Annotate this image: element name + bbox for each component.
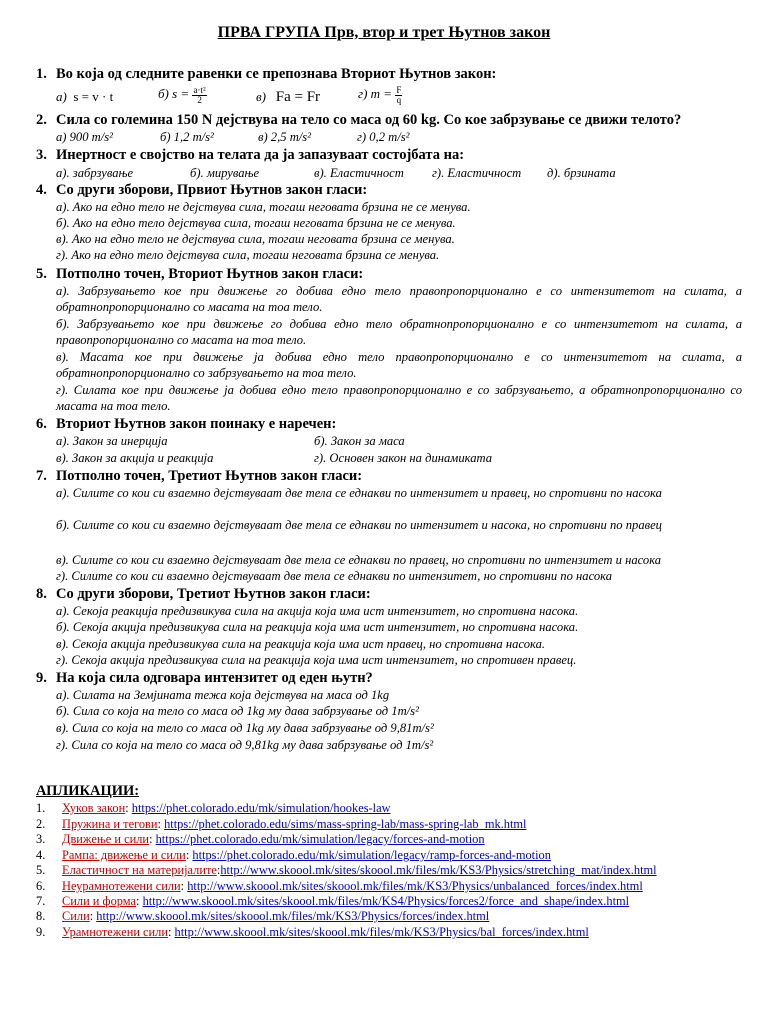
q3-option-d: д). брзината [547, 166, 616, 180]
app-item: 3. Движење и сили: https://phet.colorado.edu/mk/simulation/legacy/forces-and-motion [36, 832, 485, 846]
app-url-link[interactable]: http://www.skoool.mk/sites/skoool.mk/files/mk/KS4/Physics/forces2/force_and_shape/index.html [142, 894, 630, 908]
q6-option-a: а). Закон за инерција [56, 434, 168, 448]
question-text: Со други зборови, Третиот Њутнов закон гласи: [56, 586, 371, 602]
app-item: 7. Сили и форма: http://www.skoool.mk/sites/skoool.mk/files/mk/KS4/Physics/forces2/force_and_shape/index.html [36, 894, 630, 908]
question-number: 5. [36, 266, 47, 282]
question-number: 6. [36, 416, 47, 432]
question-1 [36, 66, 742, 82]
app-link-label[interactable]: Урамнотежени сили [62, 925, 168, 939]
question-text: На која сила одговара интензитет од еден њутн? [56, 670, 373, 686]
app-item: 8. Сили: http://www.skoool.mk/sites/skoool.mk/files/mk/KS3/Physics/forces/index.html [36, 909, 490, 923]
app-url-link[interactable]: https://phet.colorado.edu/mk/simulation/legacy/ramp-forces-and-motion [192, 848, 551, 862]
app-url-link[interactable]: https://phet.colorado.edu/mk/simulation/hookes-law [131, 801, 391, 815]
q6-option-b: б). Закон за маса [314, 434, 405, 448]
question-text: Потполно точен, Вториот Њутнов закон гласи: [56, 266, 364, 282]
q5-option-a: а). Забрзувањето кое при движење го добива едно тело правопропорционално е со интензитетот на силата, а обратнопропорционално со масата на тоа тело. [56, 284, 742, 314]
q1-option-a: а) s = v · t [56, 89, 114, 104]
q5-option-v: в). Масата кое при движење ја добива едно тело правопропорционално е со интензитетот на силата, а обратнопропорционално со забрзувањето на тоа тело. [56, 350, 742, 380]
app-link-label[interactable]: Сили [62, 909, 90, 923]
question-3 [36, 147, 742, 163]
question-text: Со други зборови, Првиот Њутнов закон гласи: [56, 182, 368, 198]
q8-option-g: г). Секоја акција предизвикува сила на реакција која има ист интензитет, но спротивен правец. [56, 653, 577, 667]
q3-option-b: б). мирување [190, 166, 260, 180]
q8-option-b: б). Секоја акција предизвикува сила на реакција која има ист интензитет, но спротивна насока. [56, 620, 579, 634]
question-number: 4. [36, 182, 47, 198]
question-4 [36, 182, 742, 198]
q3-option-a: а). забрзување [56, 166, 134, 180]
app-item: 9. Урамнотежени сили: http://www.skoool.mk/sites/skoool.mk/files/mk/KS3/Physics/bal_forces/index.html [36, 925, 589, 939]
question-7 [36, 468, 742, 484]
q9-option-b: б). Сила со која на тело со маса од 1kg му дава забрзување од 1m/s² [56, 704, 419, 718]
app-item: 1. Хуков закон: https://phet.colorado.edu/mk/simulation/hookes-law [36, 801, 391, 815]
q6-option-g: г). Основен закон на динамиката [314, 451, 493, 465]
app-item: 6. Неурамнотежени сили: http://www.skoool.mk/sites/skoool.mk/files/mk/KS3/Physics/unbalanced_forces/index.html [36, 879, 643, 893]
q8-option-a: а). Секоја реакција предизвикува сила на акција која има ист интензитет, но спротивна насока. [56, 604, 579, 618]
q7-option-a: а). Силите со кои си взаемно дејствуваат две тела се еднакви по интензитет и правец, но спротивни по насока [56, 486, 662, 500]
q9-option-g: г). Сила со која на тело со маса од 9,81kg му дава забрзување од 1m/s² [56, 738, 434, 752]
q6-option-v: в). Закон за акција и реакција [56, 451, 214, 465]
q3-option-g: г). Еластичност [432, 166, 522, 180]
q2-option-g: г) 0,2 m/s² [357, 130, 410, 144]
app-url-link[interactable]: https://phet.colorado.edu/sims/mass-spring-lab/mass-spring-lab_mk.html [164, 817, 527, 831]
q7-option-b: б). Силите со кои си взаемно дејствуваат две тела се еднакви по интензитет и насока, но спротивни по правец [56, 518, 662, 532]
q9-option-a: а). Силата на Земјината тежа која дејствува на маса од 1kg [56, 688, 390, 702]
q4-option-g: г). Ако на едно тело дејствува сила, тогаш неговата брзина се менува. [56, 248, 440, 262]
question-9 [36, 670, 742, 686]
app-link-label[interactable]: Рампа: движење и сили [62, 848, 186, 862]
question-text: Инертност е својство на телата да ја запазуваат состојбата на: [56, 147, 465, 163]
question-number: 3. [36, 147, 47, 163]
q5-option-b: б). Забрзувањето кое при движење го добива едно тело обратнопропорционално е со интензитетот на силата, а правопропорционално со масата на тоа тело. [56, 317, 742, 347]
q4-option-a: а). Ако на едно тело не дејствува сила, тогаш неговата брзина не се менува. [56, 200, 471, 214]
app-link-label[interactable]: Движење и сили [62, 832, 150, 846]
app-link-label[interactable]: Неурамнотежени сили [62, 879, 181, 893]
app-link-label[interactable]: Еластичност на материјалите [62, 863, 217, 877]
app-url-link[interactable]: http://www.skoool.mk/sites/skoool.mk/files/mk/KS3/Physics/stretching_mat/index.html [220, 863, 657, 877]
question-6 [36, 416, 742, 432]
q1-option-b: б) s = $\frac{\text{a·t²}}{2}$ [158, 84, 206, 105]
question-8 [36, 586, 742, 602]
app-link-label[interactable]: Сили и форма [62, 894, 137, 908]
q2-option-v: в) 2,5 m/s² [258, 130, 311, 144]
question-number: 2. [36, 112, 47, 128]
q3-option-v: в). Еластичност [314, 166, 404, 180]
question-number: 9. [36, 670, 47, 686]
question-text: Потполно точен, Третиот Њутнов закон гласи: [56, 468, 363, 484]
app-item: 5. Еластичност на материјалите:http://www.skoool.mk/sites/skoool.mk/files/mk/KS3/Physics/stretching_mat/index.html [36, 863, 657, 877]
q1-option-v: в) Fa = Fr [256, 89, 321, 105]
q4-option-b: б). Ако на едно тело дејствува сила, тогаш неговата брзина не се менува. [56, 216, 456, 230]
q1-option-g: г) m = $\frac{F}{q}$ [358, 84, 402, 105]
question-number: 8. [36, 586, 47, 602]
q9-option-v: в). Сила со која на тело со маса од 1kg му дава забрзување од 9,81m/s² [56, 721, 434, 735]
app-url-link[interactable]: http://www.skoool.mk/sites/skoool.mk/files/mk/KS3/Physics/bal_forces/index.html [174, 925, 589, 939]
question-number: 7. [36, 468, 47, 484]
app-item: 4. Рампа: движење и сили: https://phet.colorado.edu/mk/simulation/legacy/ramp-forces-and-motion [36, 848, 551, 862]
app-url-link[interactable]: http://www.skoool.mk/sites/skoool.mk/files/mk/KS3/Physics/unbalanced_forces/index.html [187, 879, 643, 893]
q4-option-v: в). Ако на едно тело не дејствува сила, тогаш неговата брзина се менува. [56, 232, 455, 246]
app-url-link[interactable]: http://www.skoool.mk/sites/skoool.mk/files/mk/KS3/Physics/forces/index.html [96, 909, 490, 923]
app-item: 2. Пружина и тегови: https://phet.colorado.edu/sims/mass-spring-lab/mass-spring-lab_mk.html [36, 817, 527, 831]
page-title: ПРВА ГРУПА Прв, втор и трет Њутнов закон [217, 24, 551, 41]
app-url-link[interactable]: https://phet.colorado.edu/mk/simulation/legacy/forces-and-motion [155, 832, 485, 846]
fraction: $\frac{F}{q}$ [396, 84, 402, 105]
apps-heading: АПЛИКАЦИИ: [36, 783, 140, 799]
q2-option-a: а) 900 m/s² [56, 130, 113, 144]
q7-option-v: в). Силите со кои си взаемно дејствуваат две тела се еднакви по правец, но спротивни по интензитет и насока [56, 553, 662, 567]
question-text: Сила со големина 150 N дејствува на тело со маса од 60 kg. Со кое забрзување се движи телото? [56, 112, 682, 128]
question-2 [36, 112, 742, 128]
app-link-label[interactable]: Пружина и тегови [62, 817, 158, 831]
question-text: Во која од следните равенки се препознава Вториот Њутнов закон: [56, 66, 497, 82]
fraction: $\frac{\text{a·t²}}{2}$ [193, 84, 206, 105]
question-number: 1. [36, 66, 47, 82]
app-link-label[interactable]: Хуков закон [62, 801, 126, 815]
question-text: Вториот Њутнов закон поинаку е наречен: [56, 416, 337, 432]
q5-option-g: г). Силата кое при движење ја добива едно тело правопропорционално е со забрзувањето, а обратнопропорционално со масата на тоа тело. [56, 383, 742, 413]
q7-option-g: г). Силите со кои си взаемно дејствуваат две тела се еднакви по интензитет, но спротивни по насока [56, 569, 613, 583]
q8-option-v: в). Секоја акција предизвикува сила на реакција која има ист правец, но спротивна насока. [56, 637, 546, 651]
q2-option-b: б) 1,2 m/s² [160, 130, 214, 144]
question-5 [36, 266, 742, 282]
